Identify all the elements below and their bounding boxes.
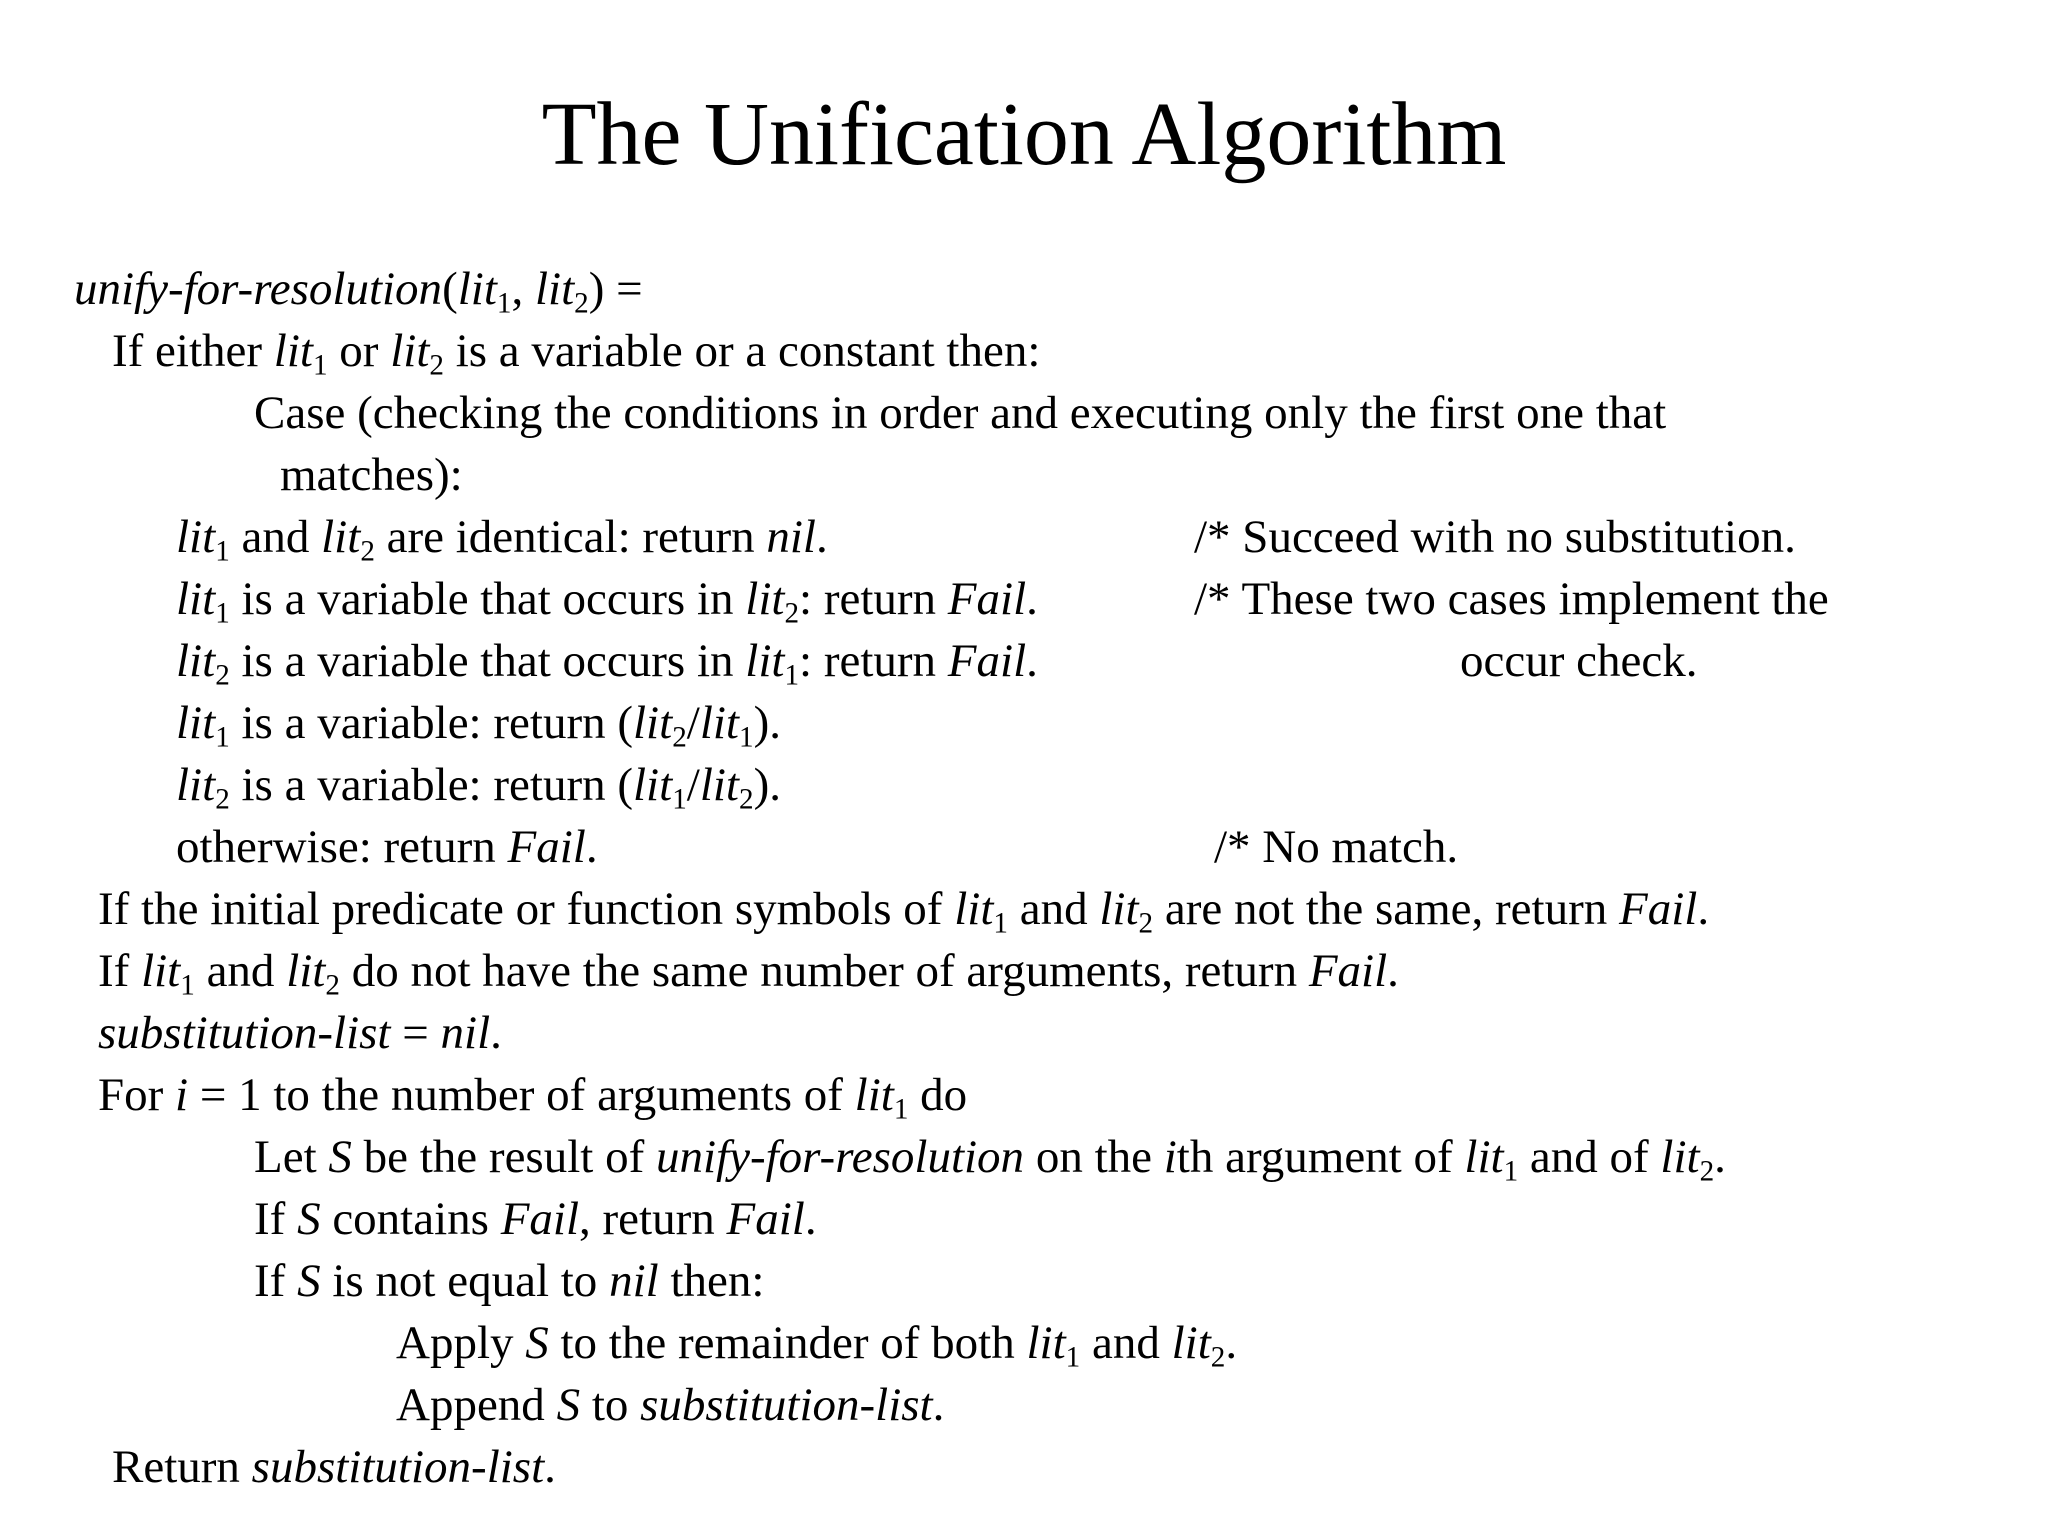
slide-title: The Unification Algorithm <box>541 85 1507 184</box>
case-lit1-variable: lit$_1$ is a variable: return (lit$_2$/lit$_1$). <box>176 697 781 754</box>
argument-count-check: If lit$_1$ and lit$_2$ do not have the same number of arguments, return Fail. <box>98 945 1399 1002</box>
case-otherwise: otherwise: return Fail. <box>176 821 598 873</box>
if-s-contains-fail: If S contains Fail, return Fail. <box>254 1193 817 1245</box>
comment-succeed: /* Succeed with no substitution. <box>1194 511 1796 563</box>
case-occur-check-1: lit$_1$ is a variable that occurs in lit$_2$: return Fail. <box>176 573 1038 630</box>
case-lit2-variable: lit$_2$ is a variable: return (lit$_1$/lit$_2$). <box>176 759 781 816</box>
case-identical: lit$_1$ and lit$_2$ are identical: return nil. <box>176 511 828 568</box>
predicate-check: If the initial predicate or function symbols of lit$_1$ and lit$_2$ are not the same, return Fail. <box>98 883 1710 940</box>
if-variable-or-constant: If either lit$_1$ or lit$_2$ is a variable or a constant then: <box>112 325 1041 382</box>
return-substitution-list: Return substitution-list. <box>112 1441 556 1493</box>
let-s: Let S be the result of unify-for-resolution on the ith argument of lit$_1$ and of lit$_2$. <box>254 1131 1726 1188</box>
for-loop: For i = 1 to the number of arguments of lit$_1$ do <box>98 1069 968 1126</box>
append-s: Append S to substitution-list. <box>396 1379 945 1431</box>
comment-occur-check: /* These two cases implement the <box>1194 573 1829 625</box>
case-occur-check-2: lit$_2$ is a variable that occurs in lit$_1$: return Fail. <box>176 635 1038 692</box>
apply-s: Apply S to the remainder of both lit$_1$ and lit$_2$. <box>396 1317 1238 1374</box>
comment-occur-check-continued: occur check. <box>1460 635 1698 687</box>
substitution-list-init: substitution-list = nil. <box>98 1007 502 1059</box>
case-intro-continued: matches): <box>280 449 463 501</box>
case-intro: Case (checking the conditions in order and executing only the first one that <box>254 387 1667 439</box>
comment-no-match: /* No match. <box>1214 821 1459 873</box>
function-header: unify-for-resolution(lit$_1$, lit$_2$) = <box>74 263 643 320</box>
if-s-not-nil: If S is not equal to nil then: <box>254 1255 765 1307</box>
